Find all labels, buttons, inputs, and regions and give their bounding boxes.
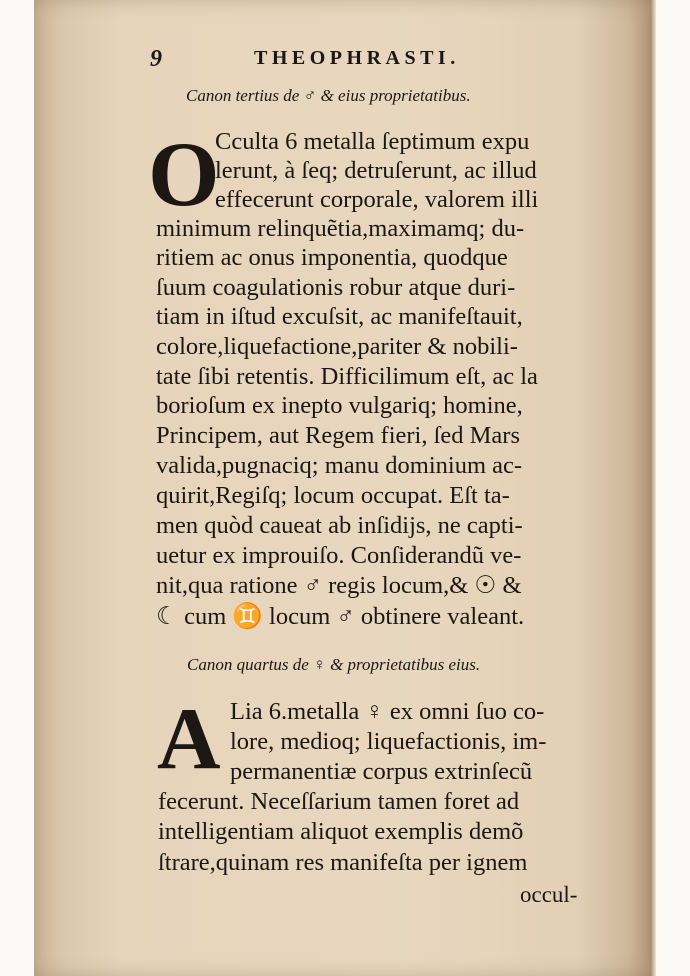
- text-line: Principem, aut Regem fieri, ſed Mars: [156, 422, 520, 449]
- text-line: ritiem ac onus imponentia, quodque: [156, 244, 508, 271]
- text-line: borioſum ex inepto vulgariq; homine,: [156, 392, 523, 419]
- text-line: tiam in iſtud excuſsit, ac manifeſtauit,: [156, 303, 523, 330]
- text-line: Cculta 6 metalla ſeptimum expu: [215, 128, 530, 155]
- page-edge: [650, 0, 656, 976]
- text-line: lore, medioq; liquefactionis, im-: [230, 728, 547, 755]
- text-line: ſtrare,quinam res manifeſta per ignem: [158, 849, 528, 876]
- page-number: 9: [150, 46, 162, 72]
- text-line: valida,pugnaciq; manu dominium ac-: [156, 452, 523, 479]
- text-line: uetur ex improuiſo. Conſiderandũ ve-: [156, 542, 522, 569]
- text-line: nit,qua ratione ♂ regis locum,& ☉ &: [156, 572, 522, 599]
- text-line: ☾ cum ♊ locum ♂ obtinere valeant.: [156, 603, 525, 630]
- text-line: fecerunt. Neceſſarium tamen foret ad: [158, 788, 520, 815]
- drop-cap-a: A: [157, 691, 221, 788]
- catchword: occul-: [520, 882, 578, 907]
- text-line: Lia 6.metalla ♀ ex omni ſuo co-: [230, 698, 545, 725]
- page-header: [150, 46, 590, 76]
- text-line: tate ſibi retentis. Difficilimum eſt, ac la: [156, 363, 538, 390]
- text-line: lerunt, à ſeq; detruſerunt, ac illud: [215, 157, 537, 184]
- text-line: ſuum coagulationis robur atque duri-: [156, 274, 516, 301]
- text-line: colore,liquefactione,pariter & nobili-: [156, 333, 518, 360]
- text-line: quirit,Regiſq; locum occupat. Eſt ta-: [156, 482, 510, 509]
- running-title: THEOPHRASTI.: [254, 47, 460, 69]
- text-line: effecerunt corporale, valorem illi: [215, 186, 539, 213]
- text-line: permanentiæ corpus extrinſecũ: [230, 758, 533, 785]
- text-line: minimum relinquẽtia,maximamq; du-: [156, 215, 525, 242]
- section-heading-canon-3: Canon tertius de ♂ & eius proprietatibus.: [186, 86, 471, 105]
- text-line: intelligentiam aliquot exemplis demõ: [158, 818, 524, 845]
- drop-cap-o: O: [148, 123, 220, 225]
- text-line: men quòd caueat ab inſidijs, ne capti-: [156, 512, 523, 539]
- section-heading-canon-4: Canon quartus de ♀ & proprietatibus eius.: [187, 655, 481, 674]
